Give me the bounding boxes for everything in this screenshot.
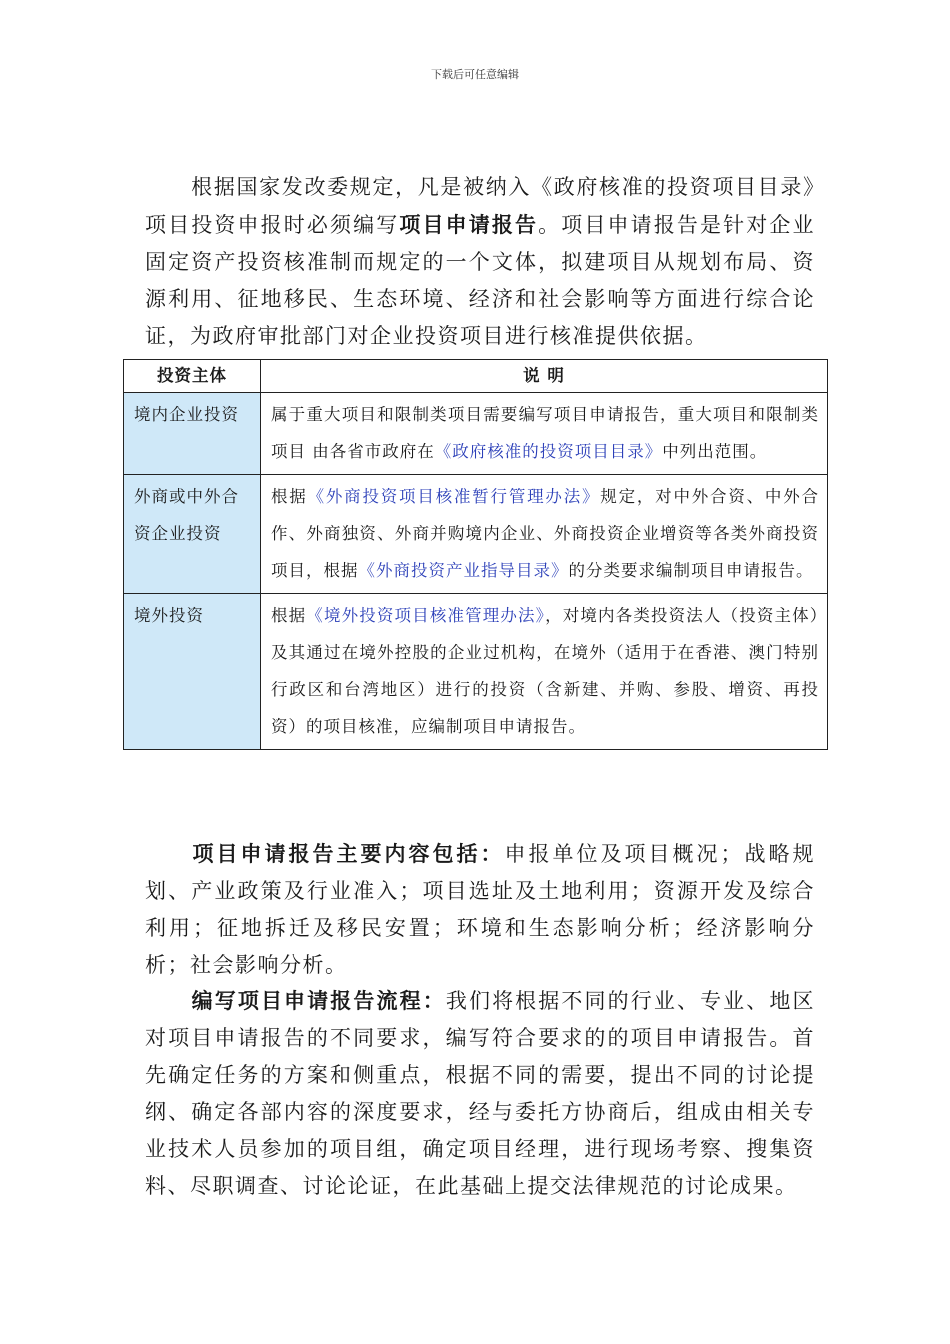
table-row — [124, 594, 828, 750]
catalog-link[interactable]: 《政府核准的投资项目目录》 — [434, 442, 663, 461]
desc-text: 根据 — [271, 487, 308, 506]
contents-text: 申报单位及项目概况；战略规划、产业政策及行业准入；项目选址及土地利用；资源开发及综合利用；征地拆迁及移民安置；环境和生态影响分析；经济影响分析；社会影响分析。 — [145, 842, 815, 977]
intro-bold-term: 项目申请报告 — [399, 212, 539, 237]
table-header-row — [124, 360, 828, 393]
table-row — [124, 393, 828, 475]
desc-text: 属于重大项目和限制类项目需要编写项目申请报告，重大项目和限制类项目 由各省市政府在 — [271, 405, 819, 461]
header-subject: 投资主体 — [124, 360, 261, 393]
regulation-link[interactable]: 《外商投资项目核准暂行管理办法》 — [307, 487, 601, 506]
row-subject: 境内企业投资 — [124, 393, 261, 475]
intro-text-2: 。项目申请报告是针对企业固定资产投资核准制而规定的一个文体，拟建项目从规划布局、资源利用、征地移民、生态环境、经济和社会影响等方面进行综合论证，为政府审批部门对企业投资项目进行核准提供依据。 — [145, 213, 815, 348]
contents-heading: 项目申请报告主要内容包括： — [191, 841, 505, 866]
page-header: 下载后可任意编辑 — [431, 68, 519, 81]
intro-text-1: 根据国家发改委规定，凡是被纳入《政府核准的投资项目目录》项目投资申报时必须编写 — [145, 175, 815, 237]
process-paragraph — [145, 982, 815, 1205]
row-description — [261, 393, 828, 475]
row-subject: 外商或中外合资企业投资 — [124, 475, 261, 594]
desc-text: 的分类要求编制项目申请报告。 — [568, 561, 814, 580]
process-text: 我们将根据不同的行业、专业、地区对项目申请报告的不同要求，编写符合要求的的项目申请报告。首先确定任务的方案和侧重点，根据不同的需要，提出不同的讨论提纲、确定各部内容的深度要求，经与委托方协商后，组成由相关专业技术人员参加的项目组，确定项目经理，进行现场考察、搜集资料、尽职调查、讨论论证，在此基础上提交法律规范的讨论成果。 — [145, 989, 816, 1198]
intro-paragraph — [145, 169, 815, 355]
desc-text: ，对境内各类投资法人（投资主体）及其通过在境外控股的企业过机构，在境外（适用于在香港、澳门特别行政区和台湾地区）进行的投资（含新建、并购、参股、增资、再投资）的项目核准，应编制项目申请报告。 — [271, 606, 820, 736]
desc-text: 根据 — [271, 606, 307, 625]
desc-text: 规定，对中外合资、中外合作、外商独资、外商并购境内企业、外商投资企业增资等各类外商投资项目，根据 — [271, 487, 820, 580]
row-description — [261, 475, 828, 594]
row-description — [261, 594, 828, 750]
catalog-link[interactable]: 《外商投资产业指导目录》 — [358, 561, 569, 580]
row-subject: 境外投资 — [124, 594, 261, 750]
desc-text: 中列出范围。 — [662, 442, 768, 461]
contents-paragraph — [145, 835, 815, 984]
process-heading: 编写项目申请报告流程： — [191, 988, 446, 1013]
header-description: 说 明 — [261, 360, 828, 393]
regulation-link[interactable]: 《境外投资项目核准管理办法》 — [306, 606, 546, 625]
investment-table — [123, 359, 828, 750]
table-row — [124, 475, 828, 594]
